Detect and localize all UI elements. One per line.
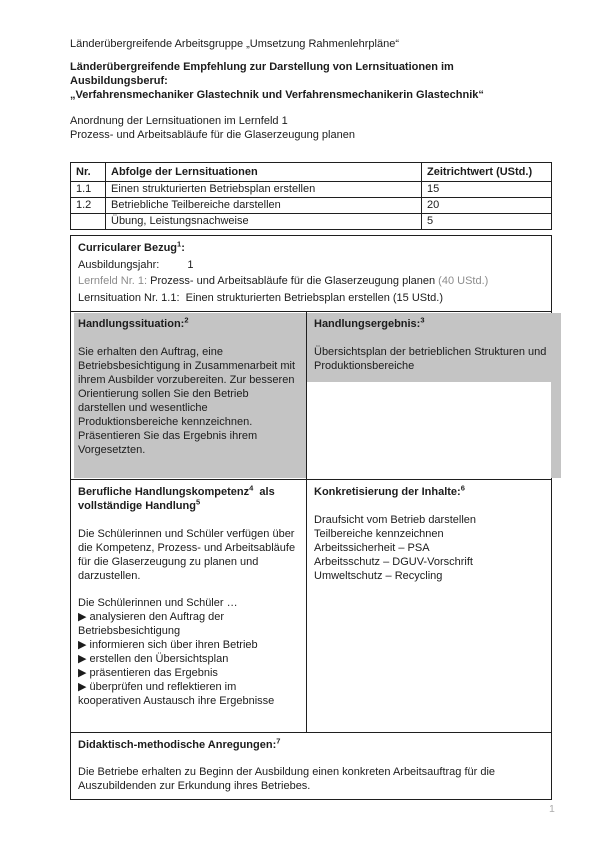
handlungskompetenz-heading	[78, 485, 298, 513]
table-header-row	[71, 163, 552, 182]
title-line-1: Länderübergreifende Empfehlung zur Darstellung von Lernsituationen im	[70, 61, 454, 73]
text-segment: Berufliche Handlungskompetenz	[78, 486, 250, 498]
document-title	[70, 60, 580, 102]
list-item: Teilbereiche kennzeichnen	[314, 528, 444, 540]
competence-row	[71, 480, 552, 733]
subtitle-line-1: Anordnung der Lernsituationen im Lernfeld 1	[70, 115, 288, 127]
kompetenz-lead-in: Die Schülerinnen und Schüler …	[78, 597, 238, 609]
table-cell: Betriebliche Teilbereiche darstellen	[106, 198, 422, 214]
handlungsergebnis-text: Übersichtsplan der betrieblichen Strukturen und Produktionsbereiche	[314, 346, 550, 372]
footnote-superscript: 3	[420, 315, 425, 325]
konkretisierung-cell	[307, 480, 552, 733]
table-cell: 15	[422, 182, 552, 198]
text-segment: :	[181, 242, 185, 254]
column-header-nr: Nr.	[71, 163, 106, 182]
text-segment: Prozess- und Arbeitsabläufe für die Glaserzeugung planen	[147, 275, 439, 287]
list-item: ▶ präsentieren das Ergebnis	[78, 667, 218, 679]
konkretisierung-heading	[314, 485, 543, 499]
footnote-superscript: 7	[276, 736, 281, 746]
list-item: Arbeitssicherheit – PSA	[314, 542, 430, 554]
text-segment: Didaktisch-methodische Anregungen:	[78, 739, 277, 751]
learning-situations-overview-table	[70, 162, 552, 230]
list-item: Arbeitsschutz – DGUV-Vorschrift	[314, 556, 473, 568]
table-row	[71, 198, 552, 214]
kompetenz-bullet-list	[78, 610, 298, 708]
curricular-reference-cell	[71, 236, 552, 312]
document-header-line: Länderübergreifende Arbeitsgruppe „Umsetzung Rahmenlehrpläne“	[70, 38, 399, 50]
handlungskompetenz-cell	[71, 480, 307, 733]
table-row	[71, 182, 552, 198]
footnote-superscript: 1	[177, 239, 182, 249]
text-segment: Handlungssituation:	[78, 318, 185, 330]
table-cell: Übung, Leistungsnachweise	[106, 214, 422, 230]
text-segment: 1	[187, 258, 194, 271]
table-cell: Einen strukturierten Betriebsplan erstellen	[106, 182, 422, 198]
page-number: 1	[549, 803, 555, 815]
text-segment: Ausbildungsjahr:	[78, 258, 160, 271]
document-subtitle	[70, 114, 570, 142]
konkretisierung-list	[314, 513, 543, 583]
handlungssituation-heading	[78, 317, 298, 331]
list-item: Umweltschutz – Recycling	[314, 570, 443, 582]
list-item: ▶ analysieren den Auftrag der Betriebsbesichtigung	[78, 611, 225, 637]
kompetenz-intro-text: Die Schülerinnen und Schüler verfügen über die Kompetenz, Prozess- und Arbeitsabläufe für die Glaserzeugung zu planen und darzustellen.	[78, 528, 299, 582]
footnote-superscript: 6	[460, 483, 465, 493]
didaktik-cell	[71, 733, 552, 800]
title-line-3: „Verfahrensmechaniker Glastechnik und Verfahrensmechanikerin Glastechnik“	[70, 89, 484, 101]
handlungsergebnis-cell	[307, 312, 552, 480]
footnote-superscript: 4	[249, 483, 254, 493]
text-segment: als vollständige Handlung	[78, 486, 278, 512]
didactic-row	[71, 733, 552, 800]
table-cell: 1.1	[71, 182, 106, 198]
list-item: ▶ informieren sich über ihren Betrieb	[78, 639, 258, 651]
text-segment: Konkretisierung der Inhalte:	[314, 486, 461, 498]
didaktik-heading	[78, 738, 543, 752]
table-cell	[71, 214, 106, 230]
lernsituation-line: Lernsituation Nr. 1.1: Einen strukturierten Betriebsplan erstellen (15 UStd.)	[78, 291, 444, 304]
lernfeld-line	[78, 273, 543, 290]
list-item: ▶ erstellen den Übersichtsplan	[78, 653, 229, 665]
text-segment: Handlungsergebnis:	[314, 318, 421, 330]
subtitle-line-2: Prozess- und Arbeitsabläufe für die Glaserzeugung planen	[70, 129, 355, 141]
table-cell: 20	[422, 198, 552, 214]
text-segment: Lernfeld Nr. 1:	[78, 275, 148, 287]
action-situation-row	[71, 312, 552, 480]
handlungsergebnis-heading	[314, 317, 549, 331]
column-header-abfolge: Abfolge der Lernsituationen	[106, 163, 422, 182]
curricular-heading	[78, 240, 543, 257]
table-row	[71, 214, 552, 230]
curricular-reference-row	[71, 236, 552, 312]
table-cell: 1.2	[71, 198, 106, 214]
list-item: ▶ überprüfen und reflektieren im kooperativen Austausch ihre Ergebnisse	[78, 681, 275, 707]
didaktik-text: Die Betriebe erhalten zu Beginn der Ausbildung einen konkreten Arbeitsauftrag für die Auszubildenden zur Erkundung ihres Betriebes.	[78, 766, 498, 792]
learning-situation-detail-table	[70, 235, 552, 800]
text-segment: Curricularer Bezug	[78, 242, 178, 254]
gray-highlight-strip	[551, 382, 561, 478]
footnote-superscript: 5	[195, 497, 201, 507]
footnote-superscript: 2	[184, 315, 189, 325]
table-cell: 5	[422, 214, 552, 230]
handlungssituation-cell	[71, 312, 307, 480]
list-item: Draufsicht vom Betrieb darstellen	[314, 514, 477, 526]
ausbildungsjahr-line	[78, 257, 543, 274]
handlungssituation-text: Sie erhalten den Auftrag, eine Betriebsbesichtigung in Zusammenarbeit mit ihrem Ausbilder vorzubereiten. Zur besseren Orientierung sollen Sie den Betrieb darstellen und wesentliche Produktionsbereiche kennzeichnen. Präsentieren Sie das Ergebnis ihrem Vorgesetzten.	[78, 346, 299, 456]
title-line-2: Ausbildungsberuf:	[70, 75, 168, 87]
column-header-zeitrichtwert: Zeitrichtwert (UStd.)	[422, 163, 552, 182]
text-segment: (40 UStd.)	[438, 275, 489, 287]
